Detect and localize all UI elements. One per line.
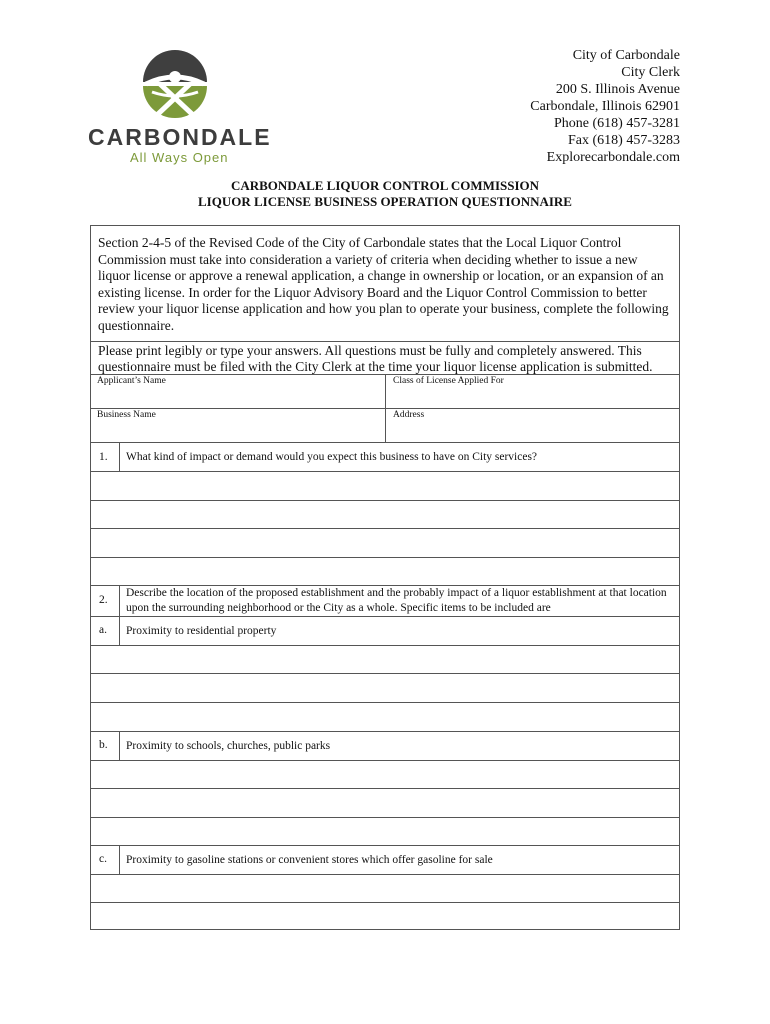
logo-emblem-icon bbox=[88, 48, 268, 124]
clerk-address-block bbox=[530, 47, 680, 166]
carbondale-logo bbox=[88, 48, 272, 168]
license-class-label: Class of License Applied For bbox=[393, 376, 504, 386]
applicant-name-field[interactable] bbox=[91, 386, 385, 408]
divider bbox=[91, 616, 679, 617]
question-2-text: Describe the location of the proposed establishment and the probably impact of a liquor establishment at that location upon the surrounding neighborhood or the City as a whole. Specific items to be included are bbox=[126, 587, 667, 614]
divider bbox=[91, 845, 679, 846]
divider bbox=[91, 442, 679, 443]
answer-line[interactable] bbox=[91, 818, 679, 845]
answer-line[interactable] bbox=[91, 472, 679, 499]
answer-line[interactable] bbox=[91, 529, 679, 556]
address-line: Fax (618) 457-3283 bbox=[568, 133, 680, 148]
divider bbox=[119, 845, 120, 874]
answer-line[interactable] bbox=[91, 875, 679, 902]
answer-line[interactable] bbox=[91, 558, 679, 585]
divider bbox=[91, 731, 679, 732]
address-label: Address bbox=[393, 410, 425, 420]
question-letter: c. bbox=[99, 853, 107, 865]
instructions-paragraph: Please print legibly or type your answers. All questions must be fully and completely answered. This questionnaire must be filed with the City Clerk at the time your liquor license application is submitted. bbox=[98, 343, 653, 374]
title-line-2: LIQUOR LICENSE BUSINESS OPERATION QUESTIONNAIRE bbox=[198, 194, 572, 209]
applicant-name-label: Applicant’s Name bbox=[97, 376, 166, 386]
question-letter: a. bbox=[99, 624, 107, 636]
answer-line[interactable] bbox=[91, 903, 679, 929]
address-line: Phone (618) 457-3281 bbox=[554, 116, 680, 131]
address-line: 200 S. Illinois Avenue bbox=[555, 82, 680, 97]
answer-line[interactable] bbox=[91, 789, 679, 816]
logo-brand-text: CARBONDALE bbox=[88, 124, 272, 150]
divider bbox=[119, 616, 120, 645]
answer-line[interactable] bbox=[91, 501, 679, 528]
divider bbox=[91, 408, 679, 409]
answer-line[interactable] bbox=[91, 703, 679, 730]
question-1-text: What kind of impact or demand would you expect this business to have on City services? bbox=[126, 451, 538, 463]
question-number: 1. bbox=[99, 451, 108, 463]
license-class-field[interactable] bbox=[386, 386, 679, 408]
title-line-1: CARBONDALE LIQUOR CONTROL COMMISSION bbox=[230, 178, 540, 193]
questionnaire-form bbox=[90, 225, 680, 930]
divider bbox=[119, 442, 120, 471]
intro-paragraph: Section 2-4-5 of the Revised Code of the City of Carbondale states that the Local Liquor Control Commission must take into consideration a variety of criteria when deciding whether to issue a new liquor license or approve a renewal application, a change in ownership or location, or an expansion of an existing license. In order for the Liquor Advisory Board and the Liquor Control Commission to better review your liquor license application and how you plan to operate your business, complete the following questionnaire. bbox=[91, 226, 679, 342]
question-number: 2. bbox=[99, 594, 108, 606]
logo-tagline: All Ways Open bbox=[130, 150, 229, 165]
address-line: City Clerk bbox=[621, 65, 680, 80]
question-2b-text: Proximity to schools, churches, public parks bbox=[126, 740, 331, 752]
question-letter: b. bbox=[99, 739, 108, 751]
answer-line[interactable] bbox=[91, 761, 679, 788]
divider bbox=[119, 585, 120, 616]
address-line: Explorecarbondale.com bbox=[546, 150, 680, 165]
business-name-label: Business Name bbox=[97, 410, 156, 420]
document-title bbox=[0, 178, 770, 210]
answer-line[interactable] bbox=[91, 674, 679, 701]
address-line: Carbondale, Illinois 62901 bbox=[530, 99, 680, 114]
question-2c-text: Proximity to gasoline stations or convenient stores which offer gasoline for sale bbox=[126, 854, 493, 866]
answer-line[interactable] bbox=[91, 646, 679, 673]
address-line: City of Carbondale bbox=[572, 48, 680, 63]
business-name-field[interactable] bbox=[91, 420, 385, 442]
address-field[interactable] bbox=[386, 420, 679, 442]
divider bbox=[119, 731, 120, 760]
question-2a-text: Proximity to residential property bbox=[126, 625, 277, 637]
